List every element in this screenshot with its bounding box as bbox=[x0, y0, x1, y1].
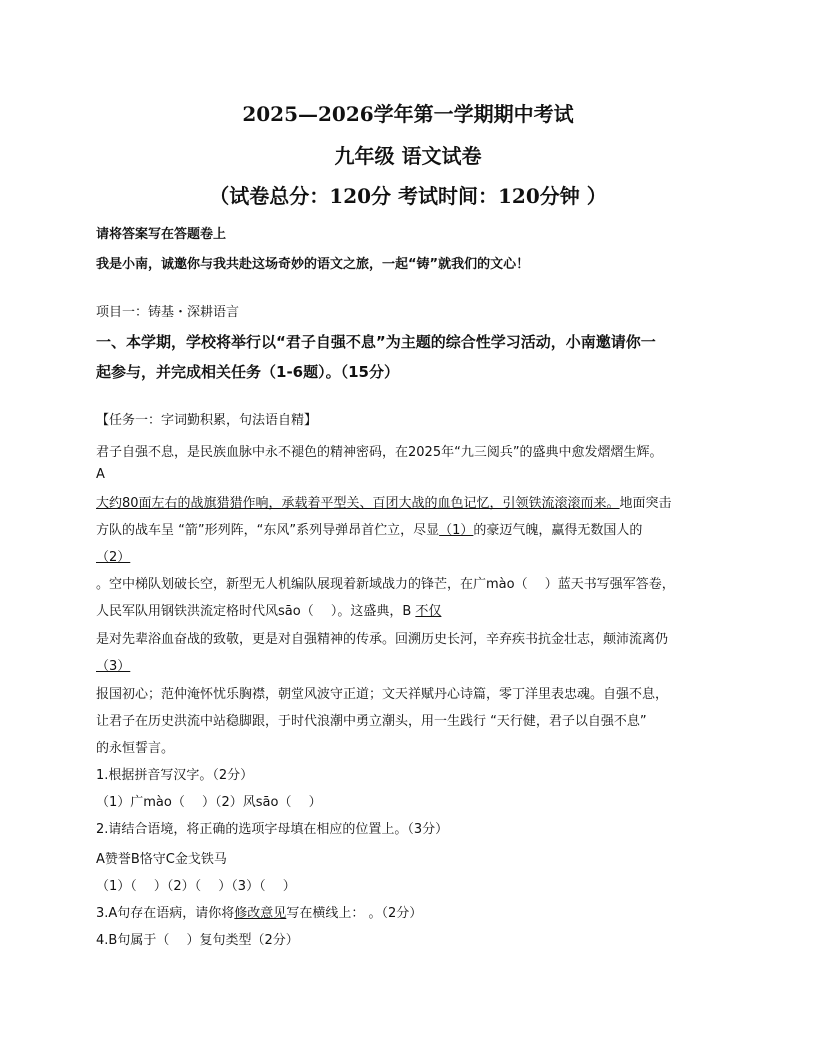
passage-line-7-head: 人民军队用钢铁洪流定格时代风sāo（ ）。这盛典，B bbox=[96, 604, 416, 619]
blank-2: （2） bbox=[96, 550, 131, 565]
question-2-options: A赞誉B恪守C金戈铁马 bbox=[96, 852, 227, 867]
sentence-a-label: A bbox=[96, 467, 105, 482]
question-3-head: 3.A句存在语病，请你将 bbox=[96, 906, 235, 921]
question-2: 2.请结合语境，将正确的选项字母填在相应的位置上。（3分） bbox=[96, 822, 449, 837]
instruction-text: 请将答案写在答题卷上 bbox=[96, 227, 227, 242]
exam-title: 2025—2026学年第一学期期中考试 bbox=[242, 102, 574, 126]
passage-line-10: 报国初心；范仲淹怀忧乐胸襟，朝堂风波守正道；文天祥赋丹心诗篇，零丁洋里表忠魂。自强不息， bbox=[96, 687, 669, 702]
question-3-tail: 写在横线上： 。（2分） bbox=[286, 906, 423, 921]
blank-3: （3） bbox=[96, 659, 131, 674]
question-4: 4.B句属于（ ）复句类型（2分） bbox=[96, 933, 299, 948]
question-3-underlined: 修改意见 bbox=[234, 906, 287, 921]
question-1: 1.根据拼音写汉字。（2分） bbox=[96, 768, 254, 783]
passage-line-11: 让君子在历史洪流中站稳脚跟，于时代浪潮中勇立潮头，用一生践行 “天行健，君子以自强不息” bbox=[96, 714, 647, 729]
passage-line-3-tail: 地面突击 bbox=[619, 496, 672, 511]
question-heading-line1: 一、本学期，学校将举行以“君子自强不息”为主题的综合性学习活动，小南邀请你一 bbox=[96, 333, 656, 351]
exam-info: （试卷总分：120分 考试时间：120分钟 ） bbox=[209, 184, 607, 208]
project-label: 项目一：铸基・深耕语言 bbox=[96, 305, 240, 320]
question-heading-line2: 起参与，并完成相关任务（1-6题）。（15分） bbox=[96, 363, 399, 381]
blank-1: （1） bbox=[439, 523, 474, 538]
passage-line-12: 的永恒誓言。 bbox=[96, 741, 175, 756]
passage-line-7 bbox=[96, 600, 441, 619]
passage-line-3 bbox=[96, 492, 672, 511]
exam-subtitle: 九年级 语文试卷 bbox=[334, 144, 482, 168]
passage-line-4-head: 方队的战车呈 “箭”形列阵，“东风”系列导弹昂首伫立，尽显 bbox=[96, 523, 440, 538]
question-2-answer-line: （1）（ ）（2）（ ）（3）（ ） bbox=[96, 879, 296, 894]
sentence-a-underlined: 大约80面左右的战旗猎猎作响，承载着平型关、百团大战的血色记忆，引领铁流滚滚而来。 bbox=[96, 496, 620, 511]
passage-line-4-tail: 的豪迈气魄，赢得无数国人的 bbox=[473, 523, 643, 538]
passage-line-6: 。空中梯队划破长空，新型无人机编队展现着新域战力的锋芒，在广mào（ ）蓝天书写强军答卷， bbox=[96, 577, 675, 592]
passage-line-8: 是对先辈浴血奋战的致敬，更是对自强精神的传承。回溯历史长河，辛弃疾书抗金壮志，颠沛流离仍 bbox=[96, 632, 669, 647]
sentence-b-underlined: 不仅 bbox=[415, 604, 442, 619]
task-heading: 【任务一：字词勤积累，句法语自精】 bbox=[96, 413, 318, 428]
question-1-answer-line: （1）广mào（ ）（2）风sāo（ ） bbox=[96, 795, 322, 810]
greeting-text: 我是小南，诚邀你与我共赴这场奇妙的语文之旅，一起“铸”就我们的文心！ bbox=[96, 257, 530, 272]
passage-line-1: 君子自强不息，是民族血脉中永不褪色的精神密码，在2025年“九三阅兵”的盛典中愈发熠熠生辉。 bbox=[96, 445, 663, 460]
passage-line-4 bbox=[96, 519, 642, 538]
question-3 bbox=[96, 902, 422, 921]
